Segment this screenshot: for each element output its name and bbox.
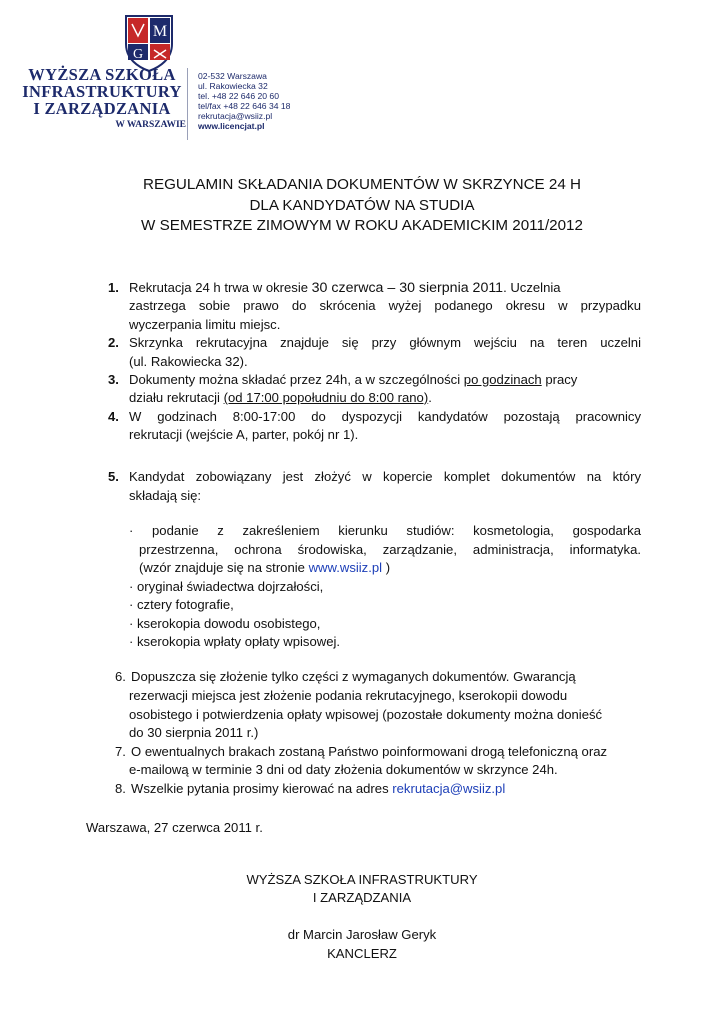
item-5-bullet-3: · cztery fotografie, (129, 597, 234, 612)
contact-website[interactable]: www.licencjat.pl (198, 121, 265, 131)
signer-role: KANCLERZ (327, 946, 397, 961)
item-5-bullet-1-line-1: · podanie z zakreśleniem kierunku studiów: kosmetologia, gospodarka (129, 523, 641, 538)
item-5-bullet-4: · kserokopia dowodu osobistego, (129, 616, 321, 631)
item-4-line-2: rekrutacji (wejście A, parter, pokój nr 1). (129, 427, 359, 442)
item-6-line-2: rezerwacji miejsca jest złożenie podania rekrutacyjnego, kserokopii dowodu (129, 688, 568, 703)
item-2-line-1: Skrzynka rekrutacyjna znajduje się przy głównym wejściu na teren uczelni (129, 335, 641, 350)
school-name-line-2: INFRASTRUKTURY (22, 82, 182, 101)
letterhead-divider (187, 68, 188, 140)
signature-org-line-1: WYŻSZA SZKOŁA INFRASTRUKTURY (246, 872, 478, 887)
logo-letter-m: M (152, 23, 168, 40)
item-5-line-1: Kandydat zobowiązany jest złożyć w kopercie komplet dokumentów na który (129, 469, 641, 484)
signer-name: dr Marcin Jarosław Geryk (287, 927, 437, 942)
item-3-dept: działu rekrutacji (129, 390, 220, 405)
contact-fax: tel/fax +48 22 646 34 18 (198, 101, 291, 111)
item-6-line-4: do 30 sierpnia 2011 r.) (129, 725, 259, 740)
item-3-line-2 (129, 389, 432, 407)
wsiiz-website-link[interactable]: www.wsiiz.pl (308, 560, 383, 575)
item-5-template-close: ) (385, 560, 391, 575)
item-1-text-end: . Uczelnia (503, 280, 561, 295)
item-4-line-1: W godzinach 8:00-17:00 do dyspozycji kandydatów pozostają pracownicy (129, 409, 641, 424)
item-2-line-2: (ul. Rakowiecka 32). (129, 354, 248, 369)
recruitment-email-link[interactable]: rekrutacja@wsiiz.pl (392, 781, 506, 796)
item-5-line-2: składają się: (129, 488, 202, 503)
item-3-text: Dokumenty można składać przez 24h, a w szczególności (129, 372, 461, 387)
item-1-period: 30 czerwca – 30 sierpnia 2011 (311, 280, 504, 296)
item-1-number: 1. (108, 280, 119, 295)
item-5-bullet-5: · kserokopia wpłaty opłaty wpisowej. (129, 634, 341, 649)
item-5-bullet-1-line-3 (139, 559, 390, 577)
item-4-number: 4. (108, 409, 119, 424)
item-6-line-3: osobistego i potwierdzenia opłaty wpisowej (pozostałe dokumenty można donieść (129, 707, 603, 722)
item-1-line-1 (129, 279, 641, 297)
address-postal: 02-532 Warszawa (198, 71, 267, 81)
item-7-line-1: O ewentualnych brakach zostaną Państwo poinformowani drogą telefoniczną oraz (131, 744, 608, 759)
item-1-line-2: zastrzega sobie prawo do skrócenia wyżej podanego okresu w przypadku (129, 298, 641, 313)
contact-email[interactable]: rekrutacja@wsiiz.pl (198, 111, 273, 121)
item-7-line-2: e-mailową w terminie 3 dni od daty złożenia dokumentów w skrzynce 24h. (129, 762, 558, 777)
logo-letter-g: G (132, 47, 144, 62)
item-6-number: 6. (115, 669, 126, 684)
school-name-line-3: I ZARZĄDZANIA (33, 99, 171, 118)
item-8-number: 8. (115, 781, 126, 796)
item-6-line-1: Dopuszcza się złożenie tylko części z wymaganych dokumentów. Gwarancją (131, 669, 576, 684)
school-city: W WARSZAWIE (115, 120, 186, 130)
item-5-number: 5. (108, 469, 119, 484)
item-3-dot: . (428, 390, 432, 405)
school-crest-logo (120, 14, 178, 72)
item-3-line-1 (129, 371, 641, 389)
school-name-line-1: WYŻSZA SZKOŁA (28, 65, 176, 84)
item-1-text: Rekrutacja 24 h trwa w okresie (129, 280, 309, 295)
item-3-text-end: pracy (545, 372, 578, 387)
item-1-line-3: wyczerpania limitu miejsc. (129, 317, 281, 332)
item-5-template-text: (wzór znajduje się na stronie (139, 560, 305, 575)
place-and-date: Warszawa, 27 czerwca 2011 r. (86, 820, 263, 835)
item-5-bullet-2: · oryginał świadectwa dojrzałości, (129, 579, 324, 594)
item-2-number: 2. (108, 335, 119, 350)
item-8-line-1 (131, 780, 505, 798)
item-3-number: 3. (108, 372, 119, 387)
document-title-line-2: DLA KANDYDATÓW NA STUDIA (249, 197, 475, 214)
item-7-number: 7. (115, 744, 126, 759)
item-8-text: Wszelkie pytania prosimy kierować na adres (131, 781, 389, 796)
item-5-bullet-1-line-2: przestrzenna, ochrona środowiska, zarządzanie, administracja, informatyka. (139, 542, 641, 557)
signature-org-line-2: I ZARZĄDZANIA (312, 890, 412, 905)
address-street: ul. Rakowiecka 32 (198, 81, 268, 91)
document-title-line-3: W SEMESTRZE ZIMOWYM W ROKU AKADEMICKIM 2011/2012 (141, 217, 583, 234)
contact-phone: tel. +48 22 646 20 60 (198, 91, 279, 101)
document-title-line-1: REGULAMIN SKŁADANIA DOKUMENTÓW W SKRZYNCE 24 H (143, 176, 581, 193)
item-3-after-hours: po godzinach (463, 372, 542, 387)
item-3-hours: (od 17:00 popołudniu do 8:00 rano) (223, 390, 429, 405)
